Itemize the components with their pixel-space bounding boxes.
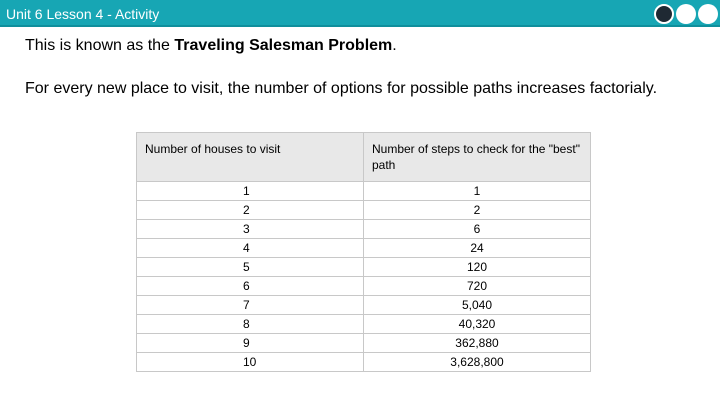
- table-row: [137, 201, 591, 220]
- steps-cell: 2: [364, 201, 591, 220]
- steps-cell: 120: [364, 258, 591, 277]
- dot-icon[interactable]: [676, 4, 696, 24]
- intro-prefix: This is known as the: [25, 37, 175, 54]
- houses-cell: 1: [137, 182, 364, 201]
- intro-suffix: .: [392, 37, 397, 54]
- table-header-row: [137, 133, 591, 182]
- table-row: [137, 220, 591, 239]
- table-row: [137, 182, 591, 201]
- steps-cell: 6: [364, 220, 591, 239]
- table-row: [137, 353, 591, 372]
- problem-name: Traveling Salesman Problem: [174, 37, 393, 54]
- steps-cell: 5,040: [364, 296, 591, 315]
- table-row: [137, 277, 591, 296]
- intro-sentence: [25, 36, 397, 56]
- steps-cell: 720: [364, 277, 591, 296]
- table-row: [137, 315, 591, 334]
- houses-cell: 6: [137, 277, 364, 296]
- dot-icon[interactable]: [698, 4, 718, 24]
- houses-cell: 3: [137, 220, 364, 239]
- steps-cell: 3,628,800: [364, 353, 591, 372]
- houses-cell: 8: [137, 315, 364, 334]
- houses-cell: 10: [137, 353, 364, 372]
- steps-cell: 362,880: [364, 334, 591, 353]
- houses-cell: 4: [137, 239, 364, 258]
- steps-cell: 24: [364, 239, 591, 258]
- table-row: [137, 258, 591, 277]
- column-header-houses: Number of houses to visit: [137, 133, 364, 182]
- paths-table: [136, 132, 591, 372]
- houses-cell: 9: [137, 334, 364, 353]
- steps-cell: 1: [364, 182, 591, 201]
- lesson-title: Unit 6 Lesson 4 - Activity: [6, 6, 160, 22]
- table-row: [137, 334, 591, 353]
- houses-cell: 2: [137, 201, 364, 220]
- column-header-steps: Number of steps to check for the "best" path: [364, 133, 591, 182]
- table-row: [137, 239, 591, 258]
- houses-cell: 7: [137, 296, 364, 315]
- houses-cell: 5: [137, 258, 364, 277]
- dot-icon[interactable]: [654, 4, 674, 24]
- steps-cell: 40,320: [364, 315, 591, 334]
- table-row: [137, 296, 591, 315]
- header-bar: [0, 0, 720, 27]
- explanation-paragraph: For every new place to visit, the number of options for possible paths increases factorialy.: [25, 80, 658, 97]
